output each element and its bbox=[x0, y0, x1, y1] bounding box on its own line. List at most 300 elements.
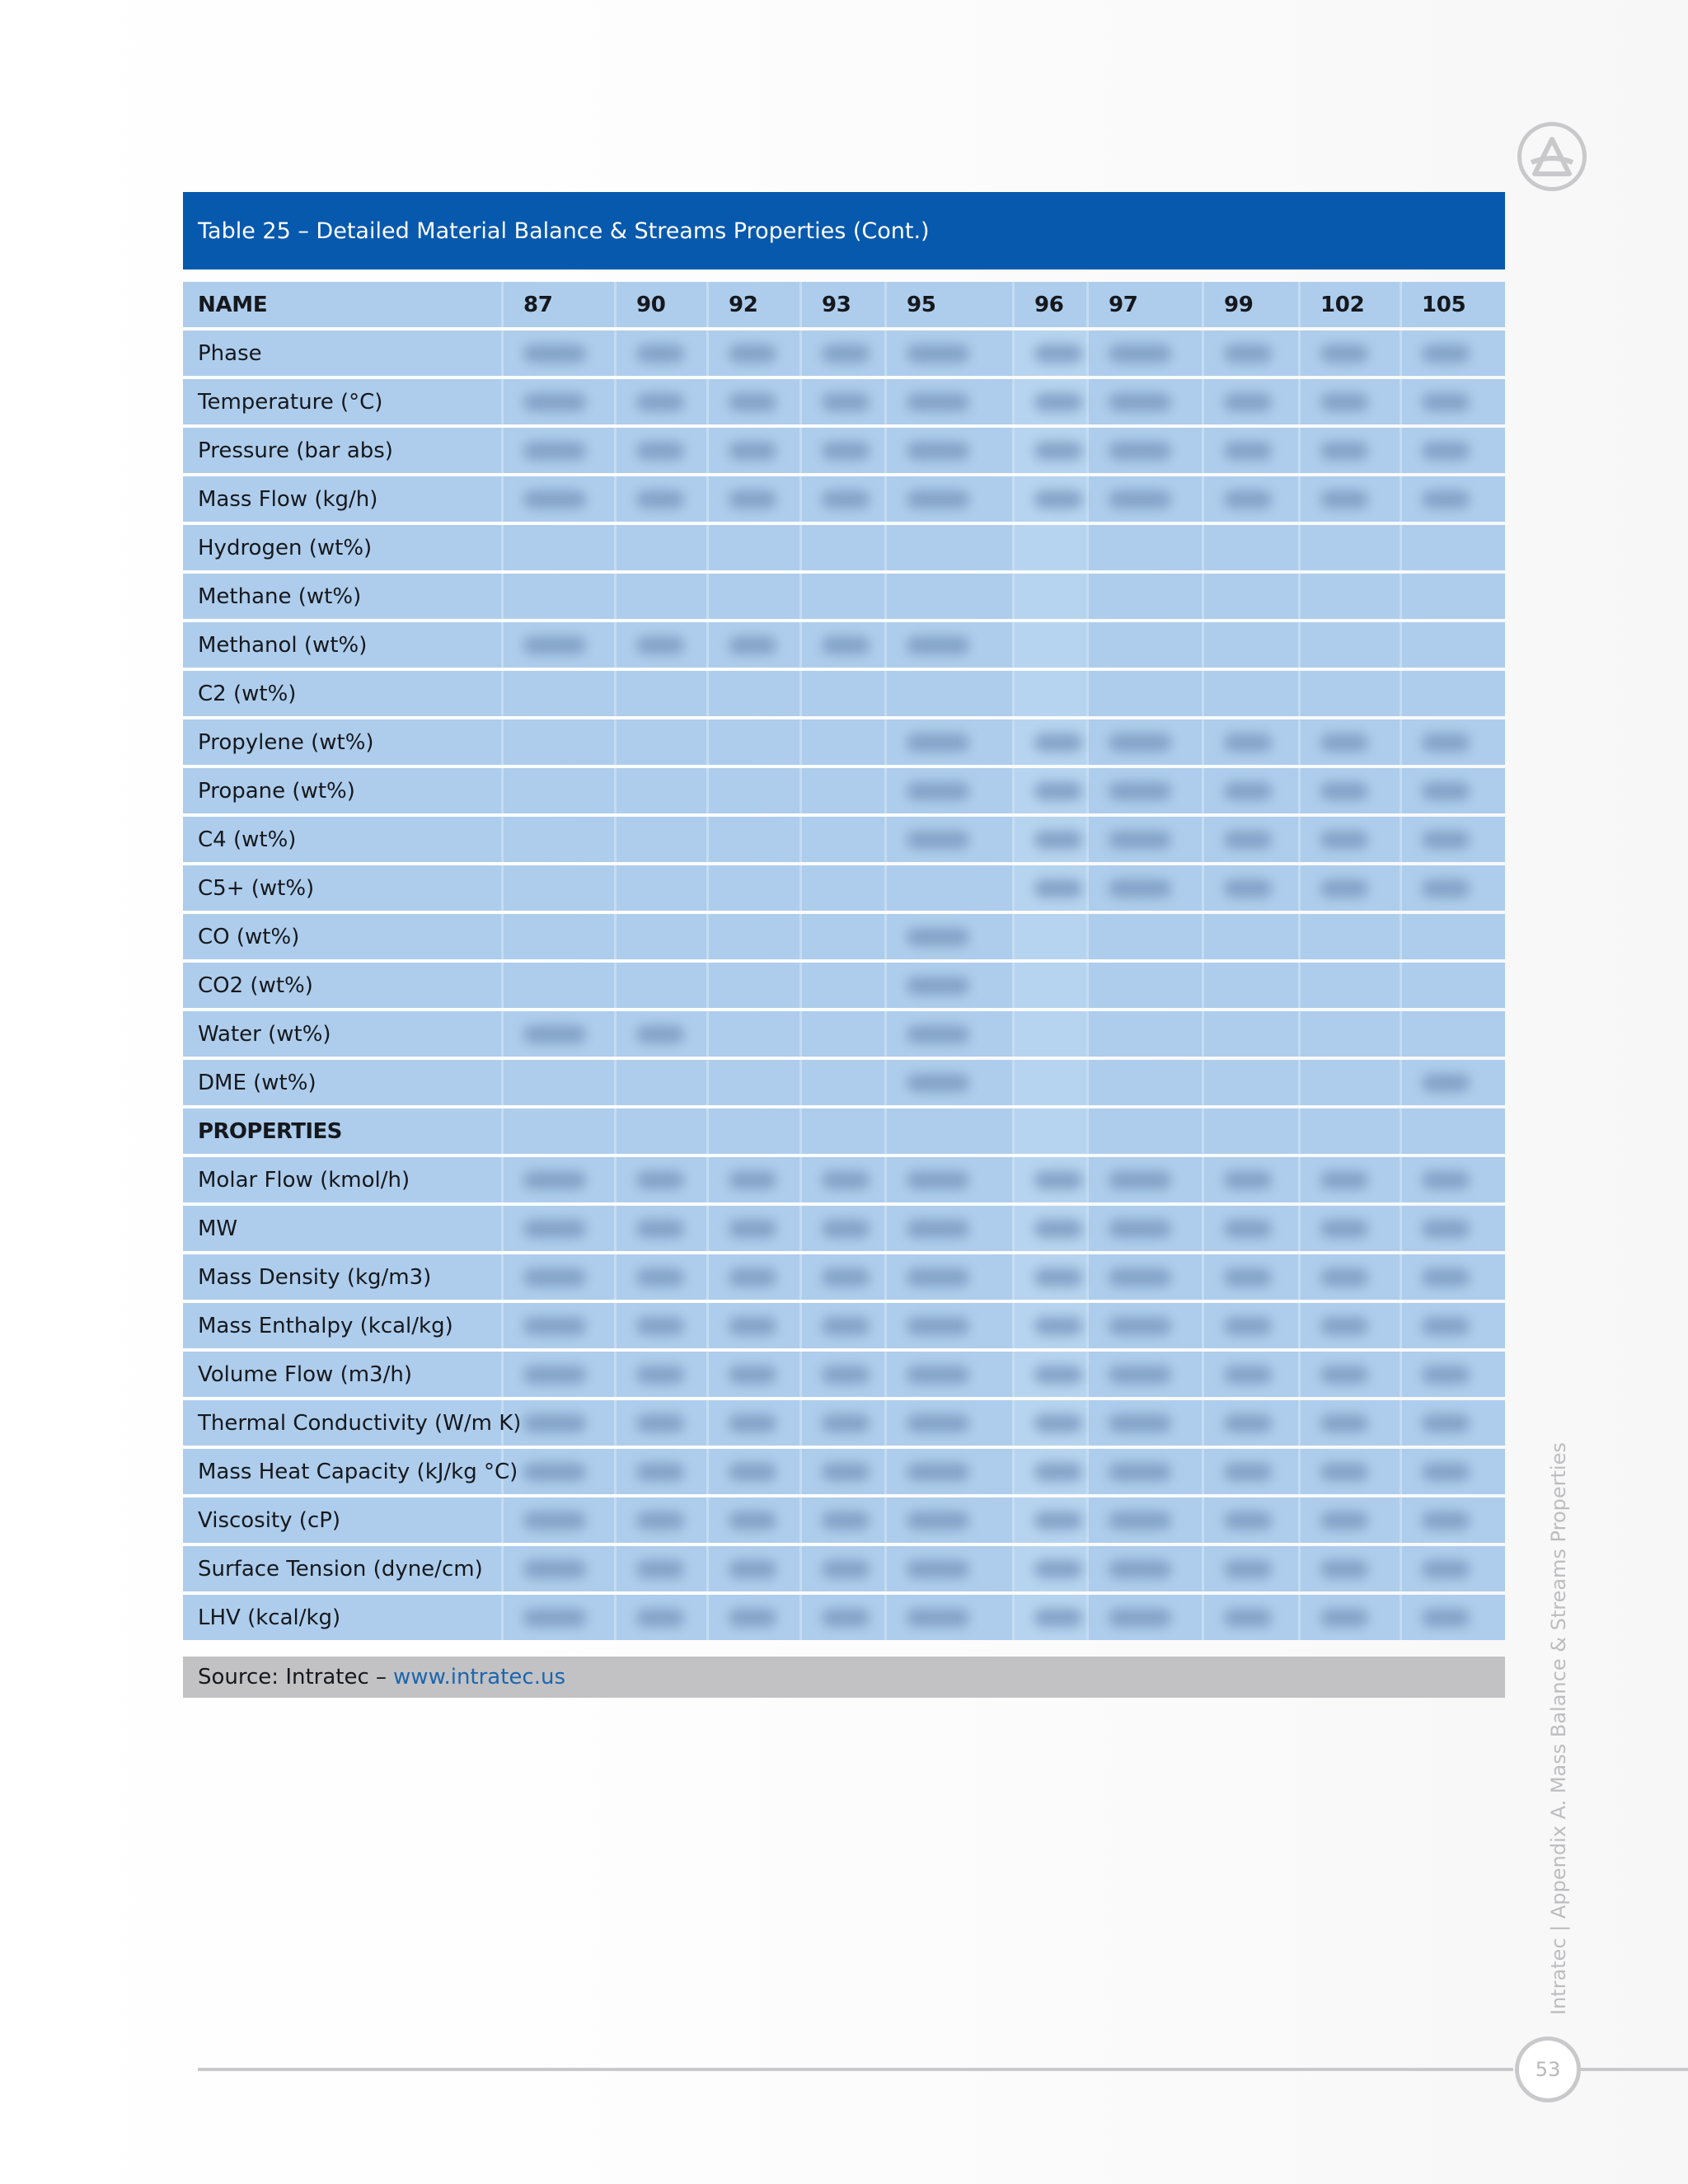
redacted-value bbox=[1422, 1317, 1470, 1335]
row-label: Phase bbox=[183, 330, 501, 376]
table-cell bbox=[884, 1254, 1012, 1300]
column-header: 99 bbox=[1202, 282, 1298, 327]
table-row bbox=[183, 768, 1505, 813]
table-cell bbox=[614, 1595, 706, 1640]
table-cell bbox=[1012, 1497, 1086, 1543]
table-cell bbox=[1298, 525, 1400, 570]
table-row bbox=[183, 865, 1505, 911]
table-cell bbox=[501, 817, 614, 862]
redacted-value bbox=[907, 1609, 969, 1627]
redacted-value bbox=[1224, 1463, 1272, 1481]
redacted-value bbox=[1034, 1463, 1082, 1481]
table-cell bbox=[614, 1254, 706, 1300]
redacted-value bbox=[822, 1609, 870, 1627]
redacted-value bbox=[1224, 733, 1272, 752]
redacted-value bbox=[729, 1366, 776, 1384]
redacted-value bbox=[1422, 1268, 1470, 1286]
table-cell bbox=[884, 1108, 1012, 1154]
table-cell bbox=[501, 1108, 614, 1154]
table-cell bbox=[614, 1060, 706, 1105]
table-cell bbox=[1086, 1303, 1202, 1348]
table-cell bbox=[501, 1449, 614, 1494]
table-cell bbox=[706, 525, 799, 570]
redacted-value bbox=[1422, 879, 1470, 898]
table-row bbox=[183, 1206, 1505, 1251]
redacted-value bbox=[1422, 344, 1470, 363]
table-header-row bbox=[183, 282, 1505, 327]
table-row bbox=[183, 1449, 1505, 1494]
table-row bbox=[183, 330, 1505, 376]
table-cell bbox=[1086, 1108, 1202, 1154]
redacted-value bbox=[729, 1317, 776, 1335]
table-cell bbox=[799, 330, 884, 376]
table-cell bbox=[1400, 914, 1505, 959]
redacted-value bbox=[907, 1074, 969, 1092]
table-cell bbox=[501, 428, 614, 473]
redacted-value bbox=[1034, 1511, 1082, 1530]
table-cell bbox=[1202, 817, 1298, 862]
table-cell bbox=[884, 622, 1012, 668]
section-label: PROPERTIES bbox=[183, 1108, 501, 1154]
row-label: DME (wt%) bbox=[183, 1060, 501, 1105]
redacted-value bbox=[1109, 490, 1171, 509]
table-cell bbox=[706, 1303, 799, 1348]
row-label: Mass Flow (kg/h) bbox=[183, 476, 501, 522]
redacted-value bbox=[636, 442, 684, 460]
redacted-value bbox=[1320, 393, 1368, 411]
row-label: LHV (kcal/kg) bbox=[183, 1595, 501, 1640]
row-label: Methane (wt%) bbox=[183, 574, 501, 619]
redacted-value bbox=[1224, 1511, 1272, 1530]
table-cell bbox=[501, 1011, 614, 1057]
redacted-value bbox=[822, 1560, 870, 1578]
table-cell bbox=[1012, 1108, 1086, 1154]
source-label: Source: Intratec – bbox=[198, 1665, 387, 1690]
table-cell bbox=[884, 330, 1012, 376]
redacted-value bbox=[729, 1268, 776, 1286]
redacted-value bbox=[636, 1366, 684, 1384]
table-cell bbox=[1012, 1449, 1086, 1494]
table-cell bbox=[1012, 963, 1086, 1008]
table-cell bbox=[706, 1400, 799, 1446]
table-row bbox=[183, 719, 1505, 765]
table-cell bbox=[1298, 1303, 1400, 1348]
source-link[interactable]: www.intratec.us bbox=[393, 1665, 566, 1690]
redacted-value bbox=[1422, 1609, 1470, 1627]
table-cell bbox=[884, 1449, 1012, 1494]
table-cell bbox=[614, 1352, 706, 1397]
table-cell bbox=[1086, 719, 1202, 765]
redacted-value bbox=[907, 1366, 969, 1384]
redacted-value bbox=[1034, 1268, 1082, 1286]
table-cell bbox=[799, 865, 884, 911]
table-cell bbox=[706, 963, 799, 1008]
table-cell bbox=[1012, 1303, 1086, 1348]
table-cell bbox=[1202, 1157, 1298, 1202]
table-cell bbox=[1298, 1011, 1400, 1057]
table-cell bbox=[1400, 379, 1505, 424]
redacted-value bbox=[1320, 1366, 1368, 1384]
redacted-value bbox=[1422, 1366, 1470, 1384]
table-cell bbox=[1012, 622, 1086, 668]
table-cell bbox=[1202, 1595, 1298, 1640]
redacted-value bbox=[822, 1268, 870, 1286]
redacted-value bbox=[636, 1171, 684, 1189]
table-cell bbox=[1086, 1011, 1202, 1057]
redacted-value bbox=[1224, 1220, 1272, 1238]
redacted-value bbox=[907, 1463, 969, 1481]
redacted-value bbox=[1422, 1074, 1470, 1092]
table-cell bbox=[799, 1400, 884, 1446]
redacted-value bbox=[1224, 344, 1272, 363]
redacted-value bbox=[729, 344, 776, 363]
row-label: C2 (wt%) bbox=[183, 671, 501, 716]
table-cell bbox=[1400, 1303, 1505, 1348]
table-cell bbox=[501, 1254, 614, 1300]
table-cell bbox=[884, 817, 1012, 862]
column-header: 92 bbox=[706, 282, 799, 327]
redacted-value bbox=[1034, 1414, 1082, 1432]
redacted-value bbox=[1320, 344, 1368, 363]
redacted-value bbox=[636, 344, 684, 363]
redacted-value bbox=[822, 344, 870, 363]
table-cell bbox=[884, 1400, 1012, 1446]
table-cell bbox=[799, 1157, 884, 1202]
table-cell bbox=[1012, 428, 1086, 473]
table-cell bbox=[1400, 1254, 1505, 1300]
redacted-value bbox=[1320, 879, 1368, 898]
table-cell bbox=[1012, 1546, 1086, 1591]
table-cell bbox=[1012, 1595, 1086, 1640]
table-cell bbox=[1086, 817, 1202, 862]
redacted-value bbox=[523, 1463, 586, 1481]
table-cell bbox=[1400, 671, 1505, 716]
table-row bbox=[183, 1546, 1505, 1591]
redacted-value bbox=[1034, 442, 1082, 460]
table-cell bbox=[1202, 1206, 1298, 1251]
table-cell bbox=[1086, 1546, 1202, 1591]
table-cell bbox=[799, 476, 884, 522]
table-cell bbox=[1202, 1497, 1298, 1543]
table-cell bbox=[614, 1011, 706, 1057]
table-cell bbox=[706, 671, 799, 716]
table-row bbox=[183, 1595, 1505, 1640]
table-cell bbox=[1298, 1595, 1400, 1640]
table-cell bbox=[1086, 1352, 1202, 1397]
intratec-logo bbox=[1517, 122, 1587, 191]
table-cell bbox=[1400, 525, 1505, 570]
redacted-value bbox=[907, 636, 969, 654]
redacted-value bbox=[1034, 879, 1082, 898]
redacted-value bbox=[1109, 1220, 1171, 1238]
table-cell bbox=[884, 476, 1012, 522]
table-cell bbox=[1400, 574, 1505, 619]
redacted-value bbox=[636, 1317, 684, 1335]
table-cell bbox=[1298, 671, 1400, 716]
table-cell bbox=[614, 525, 706, 570]
table-cell bbox=[1400, 330, 1505, 376]
column-header: 90 bbox=[614, 282, 706, 327]
table-cell bbox=[501, 1595, 614, 1640]
table-cell bbox=[501, 476, 614, 522]
redacted-value bbox=[1224, 1366, 1272, 1384]
redacted-value bbox=[1109, 1609, 1171, 1627]
redacted-value bbox=[729, 1463, 776, 1481]
table-cell bbox=[884, 1011, 1012, 1057]
row-label: Mass Enthalpy (kcal/kg) bbox=[183, 1303, 501, 1348]
redacted-value bbox=[1224, 831, 1272, 849]
redacted-value bbox=[523, 1560, 586, 1578]
table-row bbox=[183, 1352, 1505, 1397]
redacted-value bbox=[907, 1268, 969, 1286]
table-cell bbox=[706, 1108, 799, 1154]
redacted-value bbox=[1034, 1609, 1082, 1627]
redacted-value bbox=[907, 831, 969, 849]
table-cell bbox=[1400, 476, 1505, 522]
table-cell bbox=[1400, 428, 1505, 473]
redacted-value bbox=[822, 490, 870, 509]
redacted-value bbox=[1422, 831, 1470, 849]
table-cell bbox=[1012, 671, 1086, 716]
row-label: C5+ (wt%) bbox=[183, 865, 501, 911]
table-cell bbox=[884, 1546, 1012, 1591]
redacted-value bbox=[1034, 1171, 1082, 1189]
table-cell bbox=[706, 1595, 799, 1640]
redacted-value bbox=[636, 1268, 684, 1286]
redacted-value bbox=[729, 393, 776, 411]
table-cell bbox=[799, 768, 884, 813]
table-cell bbox=[1202, 1108, 1298, 1154]
table-cell bbox=[1400, 1352, 1505, 1397]
table-cell bbox=[501, 719, 614, 765]
table-cell bbox=[1086, 476, 1202, 522]
footer-divider bbox=[198, 2068, 1513, 2071]
redacted-value bbox=[729, 490, 776, 509]
table-cell bbox=[884, 428, 1012, 473]
table-cell bbox=[1086, 379, 1202, 424]
table-cell bbox=[884, 1157, 1012, 1202]
table-cell bbox=[799, 1108, 884, 1154]
table-cell bbox=[799, 1060, 884, 1105]
table-cell bbox=[1298, 1546, 1400, 1591]
table-cell bbox=[614, 1108, 706, 1154]
redacted-value bbox=[822, 1366, 870, 1384]
redacted-value bbox=[907, 928, 969, 946]
table-cell bbox=[501, 525, 614, 570]
redacted-value bbox=[729, 636, 776, 654]
redacted-value bbox=[729, 1609, 776, 1627]
redacted-value bbox=[1320, 1220, 1368, 1238]
table-cell bbox=[706, 379, 799, 424]
table-cell bbox=[884, 1595, 1012, 1640]
table-cell bbox=[1400, 1546, 1505, 1591]
table-cell bbox=[706, 1497, 799, 1543]
table-row bbox=[183, 671, 1505, 716]
table-cell bbox=[799, 671, 884, 716]
table-cell bbox=[1400, 1400, 1505, 1446]
redacted-value bbox=[1422, 1171, 1470, 1189]
table-cell bbox=[1012, 719, 1086, 765]
table-cell bbox=[1202, 671, 1298, 716]
table-cell bbox=[1400, 1206, 1505, 1251]
table-cell bbox=[1086, 1060, 1202, 1105]
table-cell bbox=[706, 1449, 799, 1494]
table-row bbox=[183, 1011, 1505, 1057]
redacted-value bbox=[1109, 1463, 1171, 1481]
redacted-value bbox=[636, 1463, 684, 1481]
table-cell bbox=[614, 963, 706, 1008]
table-cell bbox=[501, 865, 614, 911]
table-cell bbox=[1012, 1254, 1086, 1300]
table-cell bbox=[1202, 1546, 1298, 1591]
redacted-value bbox=[1109, 733, 1171, 752]
redacted-value bbox=[1109, 1268, 1171, 1286]
table-cell bbox=[1400, 1108, 1505, 1154]
redacted-value bbox=[1224, 490, 1272, 509]
table-cell bbox=[1086, 1254, 1202, 1300]
table-cell bbox=[799, 1352, 884, 1397]
redacted-value bbox=[729, 1220, 776, 1238]
redacted-value bbox=[1422, 1560, 1470, 1578]
table-cell bbox=[1012, 865, 1086, 911]
redacted-value bbox=[1224, 1268, 1272, 1286]
table-cell bbox=[884, 525, 1012, 570]
table-cell bbox=[1298, 719, 1400, 765]
table-cell bbox=[884, 1352, 1012, 1397]
table-cell bbox=[1086, 428, 1202, 473]
table-cell bbox=[1400, 1449, 1505, 1494]
redacted-value bbox=[1422, 733, 1470, 752]
table-cell bbox=[799, 914, 884, 959]
table-cell bbox=[1086, 768, 1202, 813]
redacted-value bbox=[822, 1171, 870, 1189]
redacted-value bbox=[523, 393, 586, 411]
table-cell bbox=[706, 914, 799, 959]
redacted-value bbox=[1422, 442, 1470, 460]
redacted-value bbox=[907, 1414, 969, 1432]
table-cell bbox=[614, 914, 706, 959]
table-cell bbox=[1012, 1206, 1086, 1251]
table-cell bbox=[706, 719, 799, 765]
table-cell bbox=[1202, 1352, 1298, 1397]
redacted-value bbox=[1034, 344, 1082, 363]
header-name-label: NAME bbox=[183, 282, 501, 327]
redacted-value bbox=[1034, 393, 1082, 411]
table-cell bbox=[706, 330, 799, 376]
table-cell bbox=[1202, 330, 1298, 376]
row-label: Mass Heat Capacity (kJ/kg °C) bbox=[183, 1449, 501, 1494]
table-cell bbox=[1202, 574, 1298, 619]
table-cell bbox=[614, 719, 706, 765]
table-cell bbox=[614, 1303, 706, 1348]
table-cell bbox=[501, 768, 614, 813]
table-cell bbox=[1012, 330, 1086, 376]
redacted-value bbox=[1224, 1609, 1272, 1627]
redacted-value bbox=[1034, 1317, 1082, 1335]
table-cell bbox=[799, 1546, 884, 1591]
table-cell bbox=[706, 1060, 799, 1105]
table-cell bbox=[706, 1254, 799, 1300]
redacted-value bbox=[1320, 490, 1368, 509]
redacted-value bbox=[523, 1511, 586, 1530]
redacted-value bbox=[822, 393, 870, 411]
table-cell bbox=[1202, 428, 1298, 473]
row-label: Thermal Conductivity (W/m K) bbox=[183, 1400, 501, 1446]
table-cell bbox=[614, 330, 706, 376]
table-cell bbox=[1012, 768, 1086, 813]
table-cell bbox=[1086, 1497, 1202, 1543]
table-row bbox=[183, 1497, 1505, 1543]
table-cell bbox=[706, 622, 799, 668]
redacted-value bbox=[1109, 442, 1171, 460]
table-row bbox=[183, 379, 1505, 424]
table-cell bbox=[501, 1206, 614, 1251]
redacted-value bbox=[729, 1414, 776, 1432]
table-cell bbox=[614, 1157, 706, 1202]
table-cell bbox=[706, 1157, 799, 1202]
redacted-value bbox=[523, 636, 586, 654]
table-cell bbox=[1086, 865, 1202, 911]
row-label: CO (wt%) bbox=[183, 914, 501, 959]
table-cell bbox=[799, 428, 884, 473]
redacted-value bbox=[1109, 1414, 1171, 1432]
table-cell bbox=[1400, 963, 1505, 1008]
redacted-value bbox=[1109, 344, 1171, 363]
table-cell bbox=[1012, 1400, 1086, 1446]
table-cell bbox=[799, 574, 884, 619]
column-header: 87 bbox=[501, 282, 614, 327]
table-cell bbox=[614, 1449, 706, 1494]
table-cell bbox=[1400, 817, 1505, 862]
table-cell bbox=[501, 330, 614, 376]
table-cell bbox=[1202, 865, 1298, 911]
redacted-value bbox=[523, 1366, 586, 1384]
table-cell bbox=[1086, 1157, 1202, 1202]
table-cell bbox=[1202, 1011, 1298, 1057]
table-row bbox=[183, 914, 1505, 959]
redacted-value bbox=[1109, 1317, 1171, 1335]
table-cell bbox=[1086, 1206, 1202, 1251]
table-cell bbox=[1086, 1449, 1202, 1494]
table-cell bbox=[1400, 1595, 1505, 1640]
table-cell bbox=[1400, 1011, 1505, 1057]
redacted-value bbox=[907, 1560, 969, 1578]
table-cell bbox=[1086, 963, 1202, 1008]
row-label: Molar Flow (kmol/h) bbox=[183, 1157, 501, 1202]
row-label: Temperature (°C) bbox=[183, 379, 501, 424]
redacted-value bbox=[1422, 1511, 1470, 1530]
table-cell bbox=[1298, 1108, 1400, 1154]
table-cell bbox=[1012, 817, 1086, 862]
redacted-value bbox=[1109, 1171, 1171, 1189]
row-label: Propylene (wt%) bbox=[183, 719, 501, 765]
table-cell bbox=[706, 817, 799, 862]
redacted-value bbox=[1109, 1560, 1171, 1578]
redacted-value bbox=[907, 1171, 969, 1189]
redacted-value bbox=[1422, 490, 1470, 509]
table-cell bbox=[884, 574, 1012, 619]
table-cell bbox=[799, 1206, 884, 1251]
redacted-value bbox=[523, 344, 586, 363]
table-cell bbox=[1298, 1497, 1400, 1543]
table-cell bbox=[799, 817, 884, 862]
table-cell bbox=[614, 1546, 706, 1591]
redacted-value bbox=[1320, 442, 1368, 460]
table-cell bbox=[1298, 330, 1400, 376]
table-cell bbox=[706, 1206, 799, 1251]
table-cell bbox=[1298, 963, 1400, 1008]
table-cell bbox=[884, 379, 1012, 424]
